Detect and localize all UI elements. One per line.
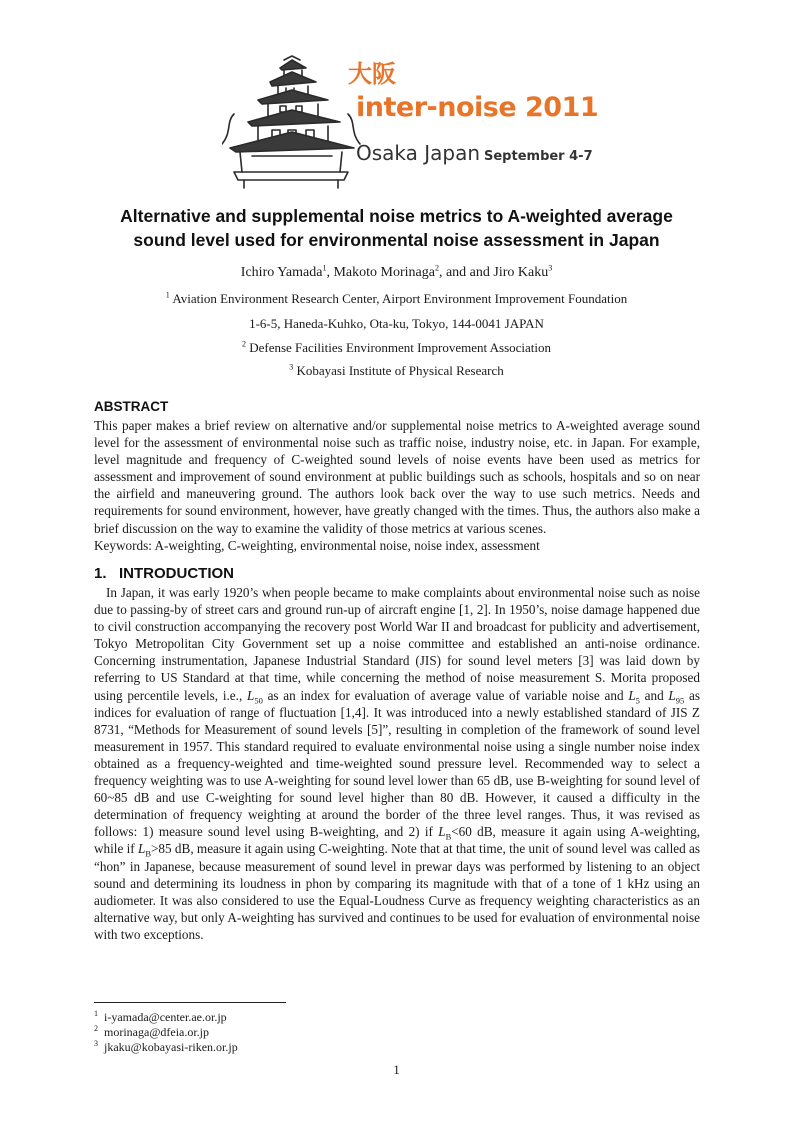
footnote-2-email: morinaga@dfeia.or.jp [104,1025,210,1039]
subscript: 5 [635,695,640,706]
affiliation-1-text: Aviation Environment Research Center, Airport Environment Improvement Foundation [169,291,628,306]
author-2-mark: 2 [434,263,439,273]
author-1-mark: 1 [322,263,327,273]
subscript: B [445,831,452,842]
section-heading-introduction: 1. INTRODUCTION [94,565,235,582]
introduction-paragraph [94,584,700,943]
author-separator: , [326,265,334,280]
intro-text: as an index for evaluation of average value of variable noise and [262,687,629,703]
footnote-3-email: jkaku@kobayasi-riken.or.jp [104,1040,238,1054]
footnote-3 [94,1040,238,1055]
level-symbol: L [628,687,636,703]
intro-text: as indices for evaluation of range of fluctuation [1,4]. It was introduced into a newly established standard of JIS Z 8731, “Methods for Measurement of sound levels [5]”, resulting in completion of the framework of sound level measurement in 1957. This standard required to evaluate environmental noise using a single number noise index obtained as a frequency-weighted and time-weighted sound pressure level. Recommended way to select a frequency weighting was to use A-weighting for sound level lower than 65 dB, use B-weighting for sound level of 60~85 dB and use C-weighting for sound level higher than 80 dB. However, it caused a difficulty in the determination of frequency weighting at around the border of the three level ranges. Thus, it was revised as follows: 1) measure sound level using B-weighting, and 2) if [94,687,700,840]
affiliation-2 [60,340,733,356]
footnote-1-mark: 1 [94,1009,98,1018]
footnotes [94,1010,238,1055]
affiliation-3 [60,363,733,379]
footnote-1-email: i-yamada@center.ae.or.jp [104,1010,227,1024]
affiliation-1 [60,291,733,307]
author-2: Makoto Morinaga [333,265,435,280]
level-symbol: L [246,687,255,703]
footnote-rule [94,1002,286,1003]
keywords: Keywords: A-weighting, C-weighting, environmental noise, noise index, assessment [94,537,540,553]
paper-title-line-2: sound level used for environmental noise assessment in Japan [133,230,660,250]
logo-location: Osaka Japan [356,141,481,165]
logo-dates: September 4-7 [484,149,593,164]
abstract-text: This paper makes a brief review on alternative and/or supplemental noise metrics to A-weighted average sound level for the assessment of environmental noise such as traffic noise, industry noise, etc. in Japan. For example, level magnitude and frequency of C-weighted sound levels of noise events have been used as metrics for assessment and improvement of sound environment at public buildings such as schools, hospitals and so on near the airfield and maneuvering ground. The authors look back over the way to use such metrics. Needs and requirements for sound environment, however, have greatly changed with the times. Thus, the authors also make a brief discussion on the way to examine the validity of those metrics at various scenes. [94,418,700,536]
subscript: 50 [254,695,263,706]
footnote-2 [94,1025,238,1040]
footnote-1 [94,1010,238,1025]
intro-text: In Japan, it was early 1920’s when people became to make complaints about environmental noise such as noise due to passing-by of street cars and ground run-up of aircraft engine [1, 2]. In 1950’s, noise damage happened due to civil construction accompanying the recovery post World War II and broadcast for publicity and advertisement, Tokyo Metropolitan City Government set up a noise committee and established an anti-noise ordinance. Concerning instrumentation, Japanese Industrial Standard (JIS) for sound level meters [3] was laid down by referring to US Standard at that time, while concerning the method of noise measurement S. Morita proposed using percentile levels, i.e., [94,585,700,703]
author-3-mark: 3 [548,263,553,273]
osaka-castle-illustration [222,56,360,188]
affiliation-1-address: 1-6-5, Haneda-Kuhko, Ota-ku, Tokyo, 144-0041 JAPAN [249,316,544,331]
author-separator: , and and [438,265,494,280]
footnote-3-mark: 3 [94,1039,98,1048]
introduction-body [94,584,700,943]
logo-kanji: 大阪 [348,60,396,88]
affiliation-1-mark: 1 [165,290,170,300]
level-symbol: L [668,687,676,703]
affiliation-2-text: Defense Facilities Environment Improvement Association [245,340,552,355]
paper-title [60,204,733,252]
subscript: B [145,849,151,860]
level-symbol: L [438,824,446,840]
abstract-heading: ABSTRACT [94,399,169,414]
logo-conference-name: inter-noise 2011 [356,92,599,123]
author-3: Jiro Kaku [493,265,549,280]
author-1: Ichiro Yamada [240,265,323,280]
subscript: 95 [675,695,685,706]
affiliation-3-mark: 3 [289,362,294,372]
intro-text: and [639,687,669,703]
intro-text: <60 dB, measure it again using A-weighting, while if [94,824,700,857]
page-number: 1 [393,1062,400,1077]
author-list [60,265,733,281]
conference-logo [222,52,602,192]
abstract-body [94,417,700,554]
level-symbol: L [137,841,146,857]
paper-title-line-1: Alternative and supplemental noise metrics to A-weighted average [120,206,673,226]
affiliation-2-mark: 2 [241,339,246,349]
footnote-2-mark: 2 [94,1024,98,1033]
intro-text: >85 dB, measure it again using C-weighting. Note that at that time, the unit of sound level was called as “hon” in Japanese, because measurement of sound level in prewar days was performed by listening to an object sound and determining its loudness in phon by comparing its magnitude with that of a tone of 1 kHz using an audiometer. It was also considered to use the Equal-Loudness Curve as frequency weighting characteristics as an alternative way, but only A-weighting has survived and continues to be used for evaluation of environmental noise with two exceptions. [94,841,700,942]
affiliation-3-text: Kobayasi Institute of Physical Research [293,363,504,378]
